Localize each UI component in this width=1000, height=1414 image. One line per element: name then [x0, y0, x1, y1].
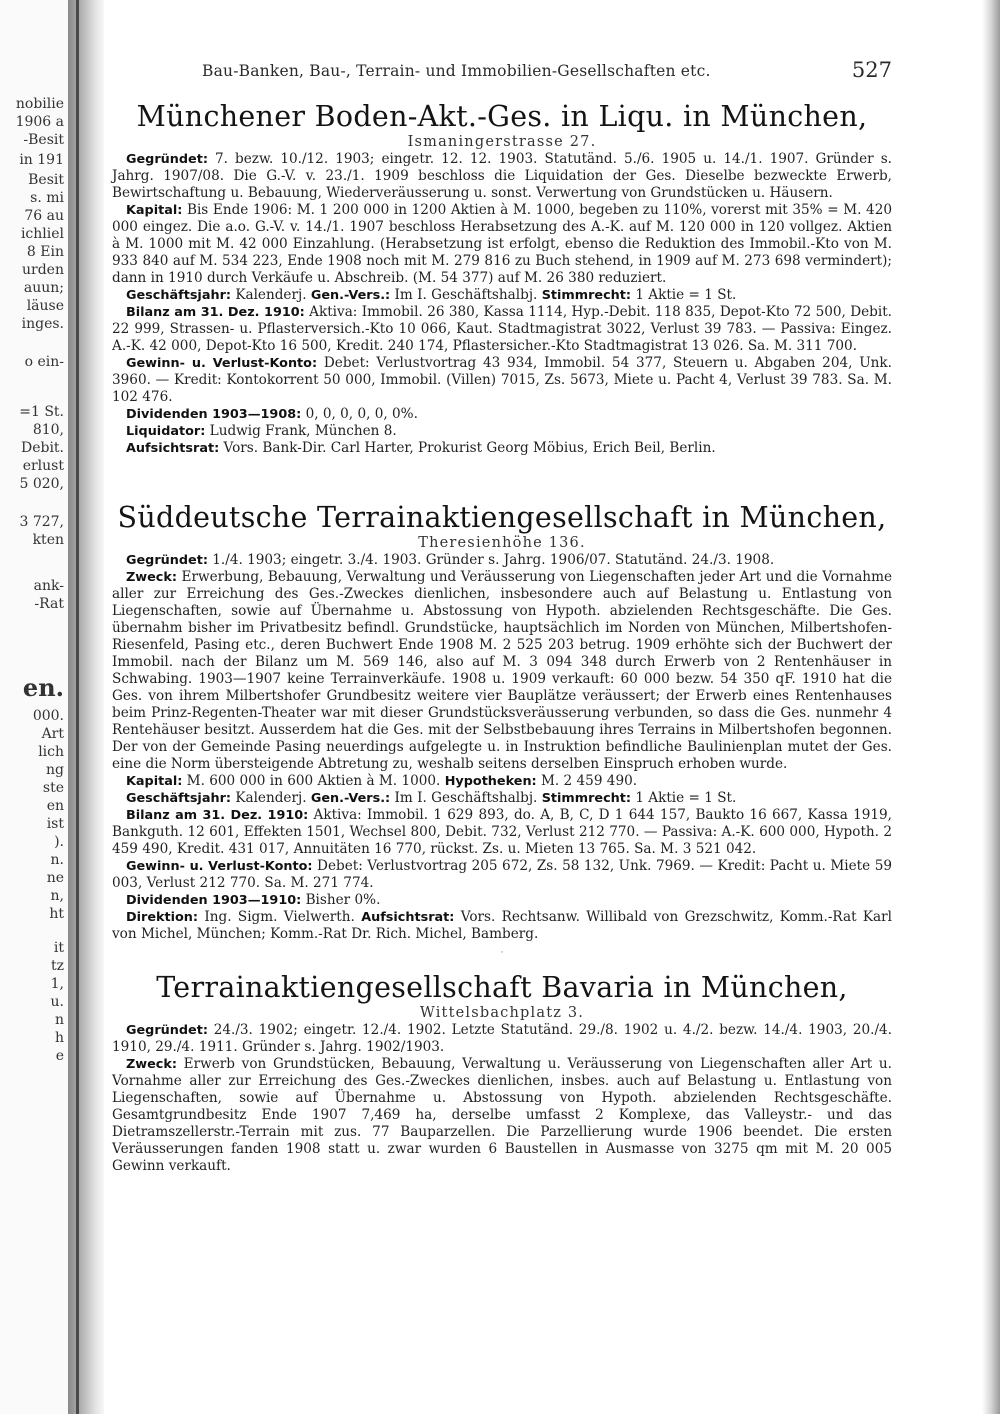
- margin-fragment: 1906 a: [15, 114, 64, 130]
- margin-fragment: Art: [41, 726, 64, 742]
- entry-label: Dividenden 1903—1910:: [126, 893, 302, 908]
- entry-text: 1./4. 1903; eingetr. 3./4. 1903. Gründer s. Jahrg. 1906/07. Statutänd. 24./3. 1908.: [207, 552, 775, 568]
- company-address: Theresienhöhe 136.: [418, 535, 586, 551]
- entry-label: Gen.-Vers.:: [310, 791, 391, 806]
- entry-label: Liquidator:: [126, 424, 206, 439]
- company-entry: [112, 1022, 892, 1056]
- margin-fragment: ichliel: [20, 226, 64, 242]
- company-title: Terrainaktiengesellschaft Bavaria in München,: [156, 971, 848, 1004]
- entry-text: M. 2 459 490.: [536, 773, 638, 789]
- margin-fragment: u.: [50, 994, 64, 1010]
- left-page-margin-fragments: [0, 0, 70, 1414]
- company-section: [112, 100, 892, 457]
- entry-text: Im I. Geschäftshalbj.: [390, 287, 542, 303]
- company-entry: [112, 287, 892, 304]
- entry-text: 1 Aktie = 1 St.: [631, 287, 737, 303]
- entry-label: Kapital:: [126, 203, 183, 218]
- company-entry: [112, 423, 892, 440]
- margin-fragment: =1 St.: [19, 404, 64, 420]
- margin-fragment: lich: [38, 744, 64, 760]
- margin-fragment: urden: [22, 262, 64, 278]
- margin-fragment: Besit: [28, 172, 64, 188]
- entry-text: 1 Aktie = 1 St.: [631, 790, 737, 806]
- company-title: Süddeutsche Terrainaktiengesellschaft in München,: [117, 501, 887, 534]
- entry-label: Geschäftsjahr:: [126, 791, 231, 806]
- margin-fragment: ist: [46, 816, 64, 832]
- margin-fragment: erlust: [22, 458, 64, 474]
- entry-text: Bis Ende 1906: M. 1 200 000 in 1200 Aktien à M. 1000, begeben zu 110%, vorerst mit 35% = M. 420 000 eingez. Die a.o. G.-V. v. 14./1. 1907 beschloss Herabsetzung des A.-K. auf M. 120 000 in 120 vollgez. Aktien à M. 1000 mit M. 42 000 Einzahlung. (Herabsetzung ist erfolgt, ebenso die Reduktion des Immobil.-Kto von M. 933 840 auf M. 534 223, Ende 1908 noch mit M. 279 816 zu Buch stehend, in 1909 auf M. 273 698 vermindert); dann in 1910 durch Verkäufe u. Abschreib. (M. 54 377) auf M. 26 380 reduziert.: [112, 202, 892, 286]
- margin-fragment: kten: [32, 532, 64, 548]
- margin-fragment: s. mi: [30, 190, 64, 206]
- entry-text: Erwerb von Grundstücken, Bebauung, Verwaltung u. Veräusserung von Liegenschaften aller Art u. Vornahme aller zur Erreichung des Ges.-Zweckes dienlichen, insbes. auch auf Belastung u. Entlastung von Liegenschaften, sowie auf Übernahme u. Abstossung von Hypoth. abzielenden Rechtsgeschäfte. Gesamtgrundbesitz Ende 1907 7,469 ha, derselbe umfasst 2 Komplexe, das Valleystr.- und das Dietramszellerstr.-Terrain mit zus. 77 Bauparzellen. Die Parzellierung wurde 1906 beendet. Die ersten Veräusserungen fanden 1908 statt u. zwar wurden 6 Baustellen in Ausmasse von 3275 qm mit M. 20 005 Gewinn verkauft.: [112, 1056, 892, 1174]
- entry-label: Stimmrecht:: [541, 288, 631, 303]
- book-gutter: [68, 0, 104, 1414]
- margin-fragment: nobilie: [15, 96, 64, 112]
- entry-text: Bisher 0%.: [301, 892, 381, 908]
- company-entry: [112, 773, 892, 790]
- company-entry: [112, 892, 892, 909]
- margin-fragment: e: [55, 1048, 64, 1064]
- entry-text: Erwerbung, Bebauung, Verwaltung und Veräusserung von Liegenschaften jeder Art und die Vornahme aller zur Erreichung des Ges.-Zweckes dienlichen, insbesondere auch auf Belastung u. Entlastung von Liegenschaften, sowie auf Übernahme u. Abstossung von Hypoth. abzielenden Rechtsgeschäfte. Die Ges. übernahm bisher im Privatbesitz befindl. Grundstücke, hauptsächlich im Norden von München, Milbertshofen-Riesenfeld, Pasing etc., deren Buchwert Ende 1908 M. 2 525 203 betrug. 1909 erhöhte sich der Buchwert der Immobil. nach der Bilanz um M. 569 146, also auf M. 3 094 348 durch Erwerb von 2 Rentenhäuser in Schwabing. 1903—1907 keine Terrainverkäufe. 1908 u. 1909 verkauft: 60 000 bezw. 54 350 qF. 1910 hat die Ges. von ihrem Milbertshofer Grundbesitz weitere vier Bauplätze veräussert; der Erwerb eines Rentenhauses beim Prinz-Regenten-Theater war mit dieser Grundstücksveräusserung verbunden, so dass die Ges. nunmehr 4 Rentehäuser besitzt. Ausserdem hat die Ges. mit der Selbstbebauung ihres Terrains in Milbertshofen begonnen. Der von der Gemeinde Pasing neuerdings aufgelegte u. in Instruktion befindliche Baulinienplan mutet der Ges. eine die Norm übersteigende Abtretung zu, weshalb seitens derselben Einspruch erhoben wurde.: [112, 569, 892, 772]
- margin-fragment: h: [54, 1030, 64, 1046]
- company-section: [112, 501, 892, 943]
- company-address: Wittelsbachplatz 3.: [419, 1005, 585, 1021]
- company-entry: [112, 406, 892, 423]
- entry-label: Zweck:: [126, 570, 177, 585]
- entry-label: Zweck:: [126, 1057, 177, 1072]
- company-entry: [112, 807, 892, 858]
- entry-label: Aufsichtsrat:: [361, 910, 455, 925]
- company-entry: [112, 304, 892, 355]
- margin-fragment: n: [54, 1012, 64, 1028]
- entry-text: Kalenderj.: [231, 790, 311, 806]
- margin-fragment: ng: [46, 762, 64, 778]
- entry-label: Bilanz am 31. Dez. 1910:: [126, 808, 309, 823]
- margin-fragment: ).: [54, 834, 64, 850]
- margin-fragment: 1,: [50, 976, 64, 992]
- margin-fragment: 76 au: [24, 208, 64, 224]
- company-entry: [112, 440, 892, 457]
- company-entry: [112, 790, 892, 807]
- entry-label: Hypotheken:: [444, 774, 537, 789]
- entry-label: Gegründet:: [126, 1023, 208, 1038]
- margin-fragment: en: [46, 798, 64, 814]
- margin-fragment: it: [53, 940, 64, 956]
- entry-text: Kalenderj.: [231, 287, 311, 303]
- company-entry: [112, 202, 892, 287]
- entry-label: Gewinn- u. Verlust-Konto:: [126, 859, 313, 874]
- entry-label: Kapital:: [126, 774, 183, 789]
- right-page-edge: [982, 0, 1000, 1414]
- entry-label: Aufsichtsrat:: [126, 441, 220, 456]
- margin-fragment: -Rat: [34, 596, 64, 612]
- margin-fragment: 3 727,: [19, 514, 64, 530]
- company-entry: [112, 151, 892, 202]
- margin-fragment: 810,: [32, 422, 64, 438]
- margin-fragment: tz: [50, 958, 64, 974]
- entry-text: Aktiva: Immobil. 26 380, Kassa 1114, Hyp.-Debit. 118 835, Depot-Kto 72 500, Debit. 22 999, Strassen- u. Pflasterversich.-Kto 10 066, Kaut. Stadtmagistrat 3022, Verlust 39 783. — Passiva: Eingez. A.-K. 42 000, Depot-Kto 16 500, Kredit. 240 174, Pflastersicher.-Kto Stadtmagistrat 13 026. Sa. M. 311 700.: [112, 304, 892, 354]
- margin-fragment: n.: [50, 852, 64, 868]
- entry-label: Direktion:: [126, 910, 199, 925]
- company-title: Münchener Boden-Akt.-Ges. in Liqu. in München,: [136, 100, 868, 133]
- margin-fragment: 8 Ein: [26, 244, 64, 260]
- entry-label: Gegründet:: [126, 152, 208, 167]
- margin-fragment: en.: [22, 673, 64, 702]
- company-entry: [112, 858, 892, 892]
- entry-label: Bilanz am 31. Dez. 1910:: [126, 305, 305, 320]
- company-entry: [112, 909, 892, 943]
- margin-fragment: läuse: [26, 298, 64, 314]
- company-section: [112, 971, 892, 1175]
- margin-fragment: o ein-: [24, 354, 64, 370]
- margin-fragment: in 191: [19, 152, 64, 168]
- margin-fragment: ank-: [33, 578, 64, 594]
- entry-label: Dividenden 1903—1908:: [126, 407, 302, 422]
- section-separator: [112, 457, 892, 477]
- margin-fragment: ht: [49, 906, 64, 922]
- entry-text: Im I. Geschäftshalbj.: [390, 790, 542, 806]
- entry-label: Gen.-Vers.:: [310, 288, 391, 303]
- margin-fragment: 000.: [32, 708, 64, 724]
- margin-fragment: n,: [50, 888, 64, 904]
- entry-label: Geschäftsjahr:: [126, 288, 231, 303]
- margin-fragment: auun;: [23, 280, 64, 296]
- entry-text: Ludwig Frank, München 8.: [205, 423, 397, 439]
- company-listings: [112, 100, 892, 1175]
- page-content: [112, 56, 892, 1396]
- section-separator: ·: [500, 948, 504, 958]
- company-entry: [112, 355, 892, 406]
- entry-text: Debet: Verlustvortrag 43 934, Immobil. 54 377, Steuern u. Abgaben 204, Unk. 3960. — Kredit: Kontokorrent 50 000, Immobil. (Villen) 7015, Zs. 5673, Miete u. Pacht 4, Verlust 39 783. Sa. M. 102 476.: [112, 355, 892, 405]
- margin-fragment: inges.: [21, 316, 64, 332]
- entry-text: Debet: Verlustvortrag 205 672, Zs. 58 132, Unk. 7969. — Kredit: Pacht u. Miete 59 003, Verlust 212 770. Sa. M. 271 774.: [112, 858, 892, 891]
- entry-text: Vors. Rechtsanw. Willibald von Grezschwitz, Komm.-Rat Karl von Michel, München; Komm.-Rat Dr. Rich. Michel, Bamberg.: [112, 909, 892, 942]
- margin-fragment: 5 020,: [19, 476, 64, 492]
- entry-text: 0, 0, 0, 0, 0, 0%.: [301, 406, 418, 422]
- margin-fragment: -Besit: [23, 132, 64, 148]
- entry-text: M. 600 000 in 600 Aktien à M. 1000.: [182, 773, 445, 789]
- entry-text: Aktiva: Immobil. 1 629 893, do. A, B, C, D 1 644 157, Baukto 16 667, Kassa 1919, Bankguth. 12 601, Effekten 1501, Wechsel 800, Debit. 732, Verlust 212 770. — Passiva: A.-K. 600 000, Hypoth. 2 459 490, Kredit. 431 017, Annuitäten 16 770, rückst. Zs. u. Mieten 13 765. Sa. M. 3 521 042.: [112, 807, 892, 857]
- entry-label: Stimmrecht:: [541, 791, 631, 806]
- margin-fragment: ne: [46, 870, 64, 886]
- entry-label: Gewinn- u. Verlust-Konto:: [126, 356, 318, 371]
- company-address: Ismaningerstrasse 27.: [407, 134, 597, 150]
- margin-fragment: Debit.: [20, 440, 64, 456]
- entry-text: 24./3. 1902; eingetr. 12./4. 1902. Letzte Statutänd. 29./8. 1902 u. 4./2. bezw. 14./4. 1903, 20./4. 1910, 29./4. 1911. Gründer s. Jahrg. 1902/1903.: [112, 1022, 892, 1055]
- gutter-shadow-line: [76, 0, 79, 1414]
- company-entry: [112, 552, 892, 569]
- entry-text: 7. bezw. 10./12. 1903; eingetr. 12. 12. 1903. Statutänd. 5./6. 1905 u. 14./1. 1907. Gründer s. Jahrg. 1907/08. Die G.-V. v. 23./1. 1909 beschloss die Liquidation der Ges. Dieselbe bezweckte Erwerb, Bewirtschaftung u. Bebauung, Wiederveräusserung u. sonst. Verwertung von Grundstücken u. Häusern.: [112, 151, 892, 201]
- company-entry: [112, 569, 892, 773]
- running-head-title: Bau-Banken, Bau-, Terrain- und Immobilien-Gesellschaften etc.: [202, 62, 711, 80]
- company-entry: [112, 1056, 892, 1175]
- entry-text: Vors. Bank-Dir. Carl Harter, Prokurist Georg Möbius, Erich Beil, Berlin.: [219, 440, 716, 456]
- entry-label: Gegründet:: [126, 553, 208, 568]
- running-head: [112, 56, 892, 90]
- entry-text: Ing. Sigm. Vielwerth.: [198, 909, 362, 925]
- margin-fragment: ste: [42, 780, 64, 796]
- page-number: 527: [851, 58, 892, 82]
